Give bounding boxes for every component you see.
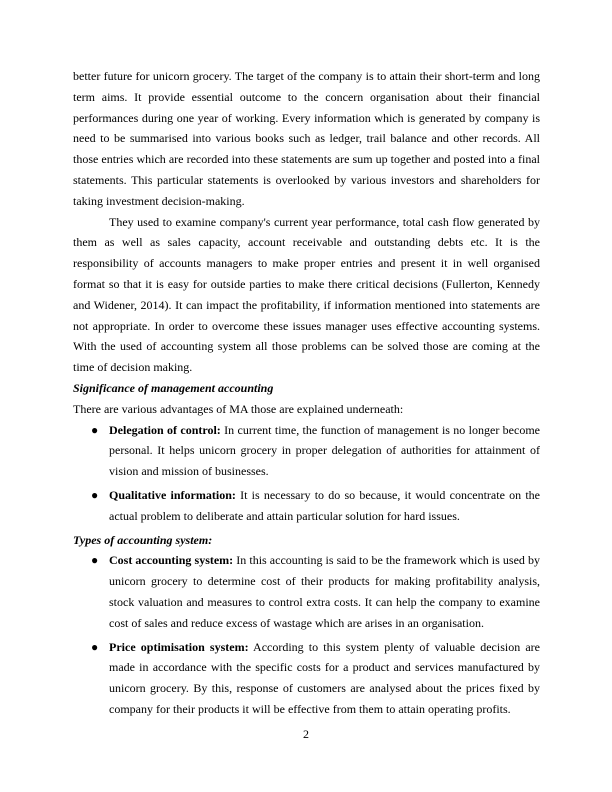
section-intro: There are various advantages of MA those are explained underneath: bbox=[73, 401, 404, 416]
bullet-icon: ● bbox=[91, 639, 99, 654]
list-item-text: In this accounting is said to be the framework which is used by unicorn grocery to determine cost of their products for making profitability analysis, stock valuation and measures to control extra costs. It can help the company to examine cost of sales and reduce excess of wastage which are arises in an organisation. bbox=[109, 553, 540, 630]
list-item bbox=[73, 485, 540, 527]
types-list bbox=[73, 550, 540, 719]
paragraph-2: They used to examine company's current year performance, total cash flow generated by them as well as sales capacity, account receivable and outstanding debts etc. It is the responsibility of accounts managers to make proper entries and present it in well organised format so that it is easy for outside parties to make there critical decisions (Fullerton, Kennedy and Widener, 2014). It can impact the profitability, if information mentioned into statements are not appropriate. In order to overcome these issues manager uses effective accounting systems. With the used of accounting system all those problems can be solved those are coming at the time of decision making. bbox=[73, 214, 540, 375]
paragraph-1: better future for unicorn grocery. The target of the company is to attain their short-term and long term aims. It provide essential outcome to the concern organisation about their financial performances during one year of working. Every information which is generated by company is need to be summarised into various books such as ledger, trail balance and other records. All those entries which are recorded into these statements are sum up together and posted into a final statements. This particular statements is overlooked by various investors and shareholders for taking investment decision-making. bbox=[73, 69, 540, 208]
list-item-text: According to this system plenty of valuable decision are made in accordance with the specific costs for a product and services manufactured by unicorn grocery. By this, response of customers are analysed about the prices fixed by company for their products it will be effective from them to attain operating profits. bbox=[109, 639, 540, 716]
list-item-text: It is necessary to do so because, it would concentrate on the actual problem to deliberate and attain particular solution for hard issues. bbox=[109, 487, 541, 523]
section-heading-significance: Significance of management accounting bbox=[73, 380, 274, 395]
list-item-term: Qualitative information: bbox=[109, 487, 236, 502]
list-item-text: In current time, the function of management is no longer become personal. It helps unicorn grocery in proper delegation of authorities for attainment of vision and mission of businesses. bbox=[109, 422, 540, 479]
list-item bbox=[73, 637, 540, 720]
section-heading-types: Types of accounting system: bbox=[73, 532, 213, 547]
document-body bbox=[73, 66, 540, 723]
bullet-icon: ● bbox=[91, 553, 99, 568]
list-item-term: Delegation of control: bbox=[109, 422, 221, 437]
bullet-icon: ● bbox=[91, 422, 99, 437]
page-number: 2 bbox=[303, 727, 309, 741]
list-item-term: Price optimisation system: bbox=[109, 639, 249, 654]
list-item bbox=[73, 550, 540, 633]
list-item bbox=[73, 420, 540, 482]
bullet-icon: ● bbox=[91, 487, 99, 502]
advantages-list bbox=[73, 420, 540, 527]
list-item-term: Cost accounting system: bbox=[109, 553, 234, 568]
